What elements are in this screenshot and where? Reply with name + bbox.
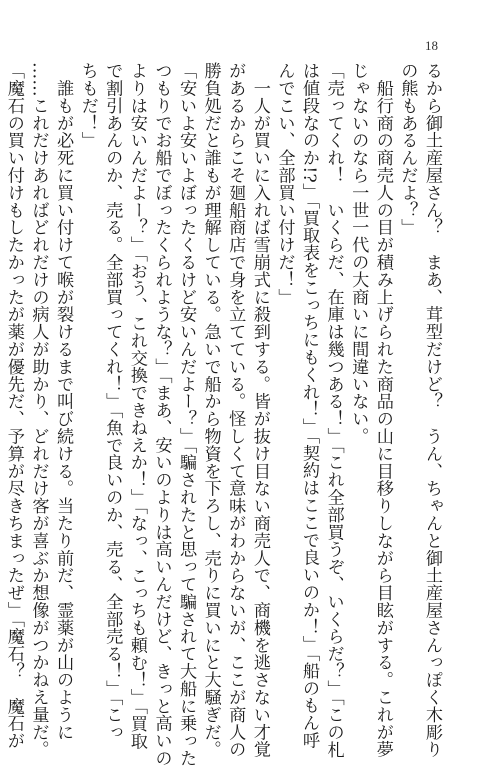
text-line: んでこい、全部買い付けだ！」 bbox=[274, 62, 295, 306]
text-line: があるからこそ廻船商店で身を立てている。怪しくて意味がわからないが、ここが商人の bbox=[225, 62, 246, 758]
text-line: は値段なのか!?」「買取表をこっちにもくれ！」「契約はここで良いのか！」「船のもん呼 bbox=[299, 62, 320, 749]
text-line: じゃないのなら一世一代の大商いに間違いない。 bbox=[348, 62, 369, 445]
text-line: るから御土産屋さん？ まあ、茸型だけど？ うん、ちゃんと御土産屋さんっぽく木彫り bbox=[422, 62, 442, 758]
text-line: で割引あんのか、売る。全部買ってくれ！」「魚で良いのか、売る、全部売る！」「こっ bbox=[102, 62, 123, 741]
body-text bbox=[3, 62, 444, 767]
text-line: 勝負処だと誰もが理解している。急いで船から物資を下ろし、売りに買いにと大騒ぎだ。 bbox=[200, 62, 221, 758]
text-line: つもりでお船でぼったくられような？」「まあ、安いのよりは高いんだけど、きっと高いの bbox=[151, 62, 172, 767]
text-line: 「安いよ安いよぼったくるけど安いんだよー？」「騙されたと思って騙されて大船に乗った bbox=[176, 62, 197, 767]
text-line: 「売ってくれ！ いくらだ、在庫は幾つある！」「これ全部買うぞ、いくらだ？」「この札 bbox=[323, 62, 344, 759]
text-line: 誰もが必死に買い付けて喉が裂けるまで叫び続ける。当たり前だ、霊薬が山のように bbox=[53, 62, 74, 741]
text-line: ちもだ！」 bbox=[77, 62, 98, 149]
text-line: ……これだけあればどれだけの病人が助かり、どれだけ客が喜ぶか想像がつかねえ量だ。 bbox=[28, 62, 49, 758]
text-line: の熊もあるんだよ？」 bbox=[397, 62, 418, 236]
page-number: 18 bbox=[425, 38, 438, 53]
text-line: 船行商の商売人の目が積み上げられた商品の山に目移りしながら目眩がする。これが夢 bbox=[372, 62, 393, 758]
text-line: 「魔石の買い付けもしたかったが薬が優先だ、予算が尽きちまったぜ」「魔石？ 魔石が bbox=[3, 62, 24, 750]
text-line: 一人が買いに入れば雪崩式に殺到する。皆が抜け目ない商売人で、商機を逃さない才覚 bbox=[249, 62, 270, 758]
text-line: よりは安いんだよー？」「おう、これ交換できねえか！」「なっ、こっちも頼む！」「買取 bbox=[126, 62, 147, 750]
